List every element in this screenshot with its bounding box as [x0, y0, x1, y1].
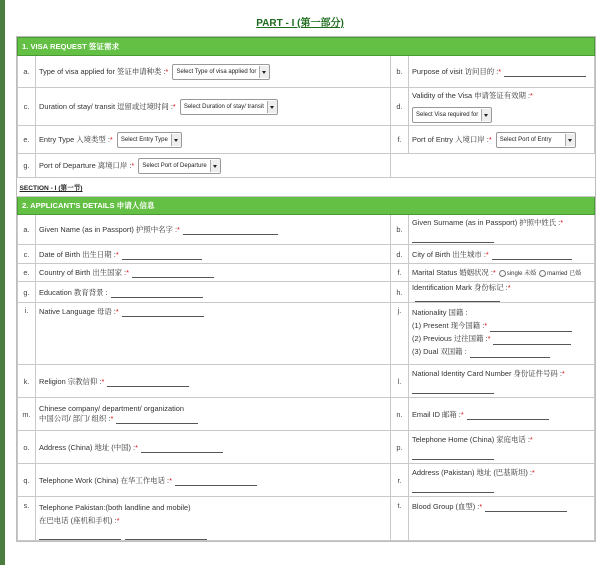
present-nationality-input[interactable] [490, 323, 572, 332]
required-star: * [460, 409, 464, 419]
row-work-phone [18, 464, 595, 497]
page-title [0, 14, 600, 29]
chevron-down-icon [481, 109, 491, 121]
duration-cell [36, 88, 391, 126]
entry-type-label: Entry Type 入境类型 : [39, 134, 110, 144]
required-star: * [485, 249, 489, 259]
dual-nationality-label: (3) Dual 双国籍 : [412, 347, 467, 356]
national-id-cell [409, 365, 595, 398]
address-china-cell [36, 431, 391, 464]
required-star: * [531, 468, 535, 477]
required-star: * [507, 283, 511, 292]
row-visa-type [18, 56, 595, 88]
purpose-cell [409, 56, 595, 88]
validity-select-value: Select Visa required for [416, 112, 479, 118]
port-entry-cell [409, 126, 595, 154]
item-letter: h. [391, 282, 409, 303]
required-star: * [101, 376, 105, 386]
row-country-marital [18, 264, 595, 282]
native-language-label: Native Language 母语 : [39, 307, 116, 316]
id-mark-label: Identification Mark 身份标记 : [412, 283, 508, 292]
home-phone-cell [409, 431, 595, 464]
port-departure-label: Port of Departure 离境口岸 : [39, 160, 132, 170]
given-name-cell [36, 215, 391, 245]
address-pakistan-input[interactable] [412, 484, 494, 493]
item-letter: d. [391, 88, 409, 126]
given-name-input[interactable] [183, 226, 278, 235]
chevron-down-icon [171, 134, 181, 146]
home-phone-label: Telephone Home (China) 家庭电话 : [412, 435, 530, 444]
native-language-cell [36, 303, 391, 365]
company-input[interactable] [116, 415, 198, 424]
row-education [18, 282, 595, 303]
item-letter: l. [391, 365, 409, 398]
required-star: * [177, 225, 180, 234]
chevron-down-icon [267, 101, 277, 113]
row-entry-type [18, 126, 595, 154]
pakistan-phone-label-line2: 在巴电话 (座机和手机) : [39, 516, 117, 525]
present-nationality-label: (1) Present 现今国籍 : [412, 321, 485, 330]
country-birth-cell [36, 264, 391, 282]
port-entry-select-value: Select Port of Entry [499, 136, 552, 143]
duration-select[interactable] [180, 99, 278, 115]
given-name-label: Given Name (as in Passport) 护照中名字 : [39, 225, 177, 234]
item-letter: r. [391, 464, 409, 497]
visa-type-select-value: Select Type of visa applied for [176, 68, 257, 75]
visa-request-table [17, 37, 595, 541]
required-star: * [131, 160, 135, 170]
item-letter: s. [18, 497, 36, 541]
email-input[interactable] [467, 411, 549, 420]
nationality-cell [409, 303, 595, 365]
education-input[interactable] [111, 289, 203, 298]
required-star: * [169, 475, 172, 485]
item-letter: c. [18, 245, 36, 264]
dob-input[interactable] [122, 251, 202, 260]
blood-group-input[interactable] [485, 503, 567, 512]
city-birth-input[interactable] [492, 251, 572, 260]
page-title-text: PART - I (第一部分) [256, 18, 344, 29]
surname-input[interactable] [412, 234, 494, 243]
validity-label: Validity of the Visa 申请签证有效期 : [412, 91, 531, 100]
item-letter: k. [18, 365, 36, 398]
port-departure-select[interactable] [138, 158, 220, 174]
education-cell [36, 282, 391, 303]
entry-type-select-value: Select Entry Type [120, 136, 168, 143]
married-radio[interactable] [539, 270, 546, 277]
item-letter: f. [391, 126, 409, 154]
item-letter: j. [391, 303, 409, 365]
previous-nationality-row [412, 332, 591, 345]
required-star: * [165, 66, 169, 76]
item-letter: o. [18, 431, 36, 464]
city-birth-label: City of Birth 出生城市 : [412, 249, 486, 259]
required-star: * [172, 101, 176, 111]
dob-label: Date of Birth 出生日期 : [39, 249, 116, 259]
visa-type-select[interactable] [172, 64, 270, 80]
home-phone-input[interactable] [412, 451, 494, 460]
row-port-departure [18, 154, 595, 178]
port-entry-select[interactable] [496, 132, 577, 148]
required-star: * [110, 414, 114, 423]
religion-input[interactable] [107, 378, 189, 387]
required-star: * [498, 67, 502, 76]
address-china-label: Address (China) 地址 (中国) : [39, 442, 136, 452]
present-nationality-row [412, 319, 591, 332]
row-pakistan-phone [18, 497, 595, 541]
required-star: * [115, 249, 119, 259]
item-letter: g. [18, 154, 36, 178]
visa-type-cell [36, 56, 391, 88]
work-phone-input[interactable] [175, 477, 257, 486]
item-letter: b. [391, 56, 409, 88]
item-letter: e. [18, 126, 36, 154]
native-language-input[interactable] [122, 308, 204, 317]
required-star: * [135, 442, 138, 452]
required-star: * [560, 217, 564, 227]
required-star: * [116, 516, 120, 525]
item-letter: a. [18, 215, 36, 245]
dob-cell [36, 245, 391, 264]
entry-type-select[interactable] [117, 132, 182, 148]
item-letter: e. [18, 264, 36, 282]
item-letter: f. [391, 264, 409, 282]
work-phone-label: Telephone Work (China) 在华工作电话 : [39, 475, 170, 485]
row-duration [18, 88, 595, 126]
pakistan-phone-label-line1: Telephone Pakistan:(both landline and mobile) [39, 503, 191, 512]
item-letter: i. [18, 303, 36, 365]
national-id-label: National Identity Card Number 身份证件号码 : [412, 369, 562, 378]
empty-cell [391, 154, 595, 178]
row-religion [18, 365, 595, 398]
required-star: * [115, 307, 119, 316]
item-letter: t. [391, 497, 409, 541]
purpose-label: Purpose of visit 访问目的 : [412, 67, 499, 76]
applicant-details-header: 2. APPLICANT'S DETAILS 申请人信息 [18, 197, 595, 215]
dual-nationality-row [412, 345, 591, 358]
duration-label: Duration of stay/ transit 逗留或过境时间 : [39, 101, 173, 111]
dual-nationality-input[interactable] [470, 349, 550, 358]
required-star: * [488, 134, 492, 144]
row-language-nationality [18, 303, 595, 365]
surname-cell [409, 215, 595, 245]
visa-type-label: Type of visa applied for 签证申请种类 : [39, 66, 166, 76]
address-pakistan-cell [409, 464, 595, 497]
purpose-input[interactable] [504, 68, 586, 77]
religion-label: Religion 宗教信仰 : [39, 376, 102, 386]
entry-type-cell [36, 126, 391, 154]
national-id-input[interactable] [412, 385, 494, 394]
required-star: * [561, 369, 565, 378]
required-star: * [492, 268, 496, 277]
id-mark-cell [409, 282, 595, 303]
required-star: * [109, 134, 113, 144]
row-company [18, 398, 595, 431]
marital-label: Marital Status 婚姻状况 : [412, 268, 493, 277]
education-label: Education 教育背景 : [39, 287, 108, 297]
row-address-china [18, 431, 595, 464]
item-letter: n. [391, 398, 409, 431]
company-cell [36, 398, 391, 431]
chevron-down-icon [210, 160, 220, 172]
single-option-label: single 未婚 [506, 271, 537, 277]
validity-select[interactable] [412, 107, 492, 123]
country-birth-label: Country of Birth 出生国家 : [39, 268, 127, 277]
item-letter: c. [18, 88, 36, 126]
visa-request-header: 1. VISA REQUEST 签证需求 [18, 38, 595, 56]
work-phone-cell [36, 464, 391, 497]
required-star: * [529, 435, 533, 444]
pakistan-phone-cell [36, 497, 391, 541]
item-letter: q. [18, 464, 36, 497]
company-label-line1: Chinese company/ department/ organization [39, 404, 185, 413]
port-departure-select-value: Select Port of Departure [142, 162, 207, 169]
required-star: * [530, 91, 533, 100]
required-star: * [484, 321, 488, 330]
email-cell [409, 398, 595, 431]
blood-group-cell [409, 497, 595, 541]
email-label: Email ID 邮箱 : [412, 409, 461, 419]
nationality-label: Nationality 国籍 : [412, 308, 468, 317]
item-letter: a. [18, 56, 36, 88]
landline-input[interactable] [39, 531, 121, 540]
left-edge-bar [0, 0, 5, 565]
item-letter: b. [391, 215, 409, 245]
required-star: * [126, 268, 129, 277]
form-container [16, 36, 596, 542]
pakistan-phone-line2-row [39, 514, 387, 527]
validity-cell [409, 88, 595, 126]
marital-cell [409, 264, 595, 282]
blood-group-label: Blood Group (血型) : [412, 502, 480, 511]
id-mark-input[interactable] [415, 293, 500, 302]
row-birth [18, 245, 595, 264]
chevron-down-icon [259, 66, 269, 78]
required-star: * [479, 502, 483, 511]
previous-nationality-input[interactable] [493, 336, 571, 345]
port-entry-label: Port of Entry 入境口岸 : [412, 134, 489, 144]
duration-select-value: Select Duration of stay/ transit [183, 103, 264, 110]
surname-label: Given Surname (as in Passport) 护照中姓氏 : [412, 217, 561, 227]
item-letter: g. [18, 282, 36, 303]
chevron-down-icon [565, 134, 575, 146]
item-letter: p. [391, 431, 409, 464]
item-letter: d. [391, 245, 409, 264]
port-departure-cell [36, 154, 391, 178]
address-pakistan-label: Address (Pakistan) 地址 (巴基斯坦) : [412, 468, 532, 477]
company-label-line2: 中国公司/ 部门/ 组织 : [39, 414, 111, 423]
single-radio[interactable] [499, 270, 506, 277]
section-label: SECTION - I (第一节) [18, 178, 595, 197]
city-birth-cell [409, 245, 595, 264]
item-letter: m. [18, 398, 36, 431]
country-birth-input[interactable] [132, 269, 214, 278]
mobile-input[interactable] [125, 531, 207, 540]
required-star: * [487, 334, 491, 343]
religion-cell [36, 365, 391, 398]
married-option-label: married 已婚 [547, 271, 582, 277]
address-china-input[interactable] [141, 444, 223, 453]
previous-nationality-label: (2) Previous 过往国籍 : [412, 334, 488, 343]
row-given-name [18, 215, 595, 245]
